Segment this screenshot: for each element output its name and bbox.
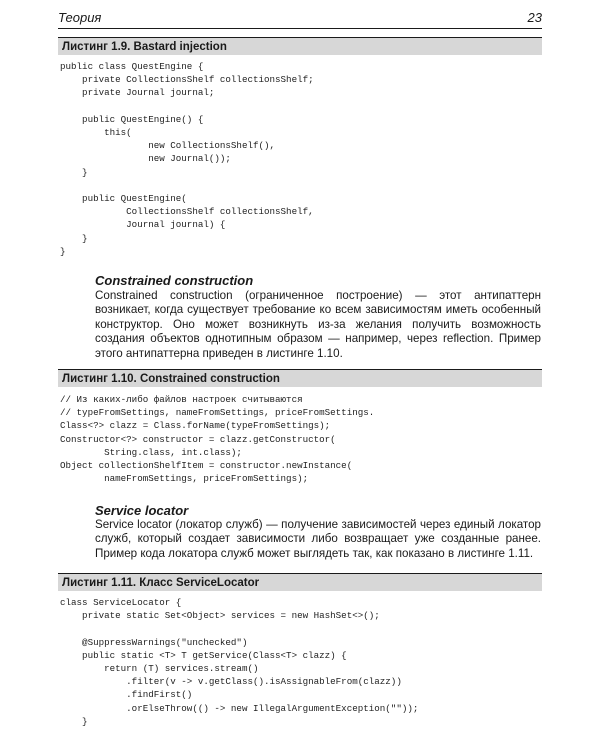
listing-1-11-code: class ServiceLocator { private static Set<Object> services = new HashSet<>(); @SuppressWarnings("unchecked") public static <T> T getService(Class<T> clazz) { return (T) services.stream() .filter(v -> v.getClass().isAssignableFrom(clazz)) .findFirst() .orElseThrow(() -> new IllegalArgumentException("")); } [60, 597, 419, 727]
listing-1-10-title: Листинг 1.10. Constrained construction [58, 369, 542, 387]
page-header [58, 8, 542, 29]
service-locator-paragraph: Service locator (локатор служб) — получение зависимостей через единый локатор служб, который создает зависимости либо возвращает уже созданные ранее. Пример кода локатора служб может выглядеть так, как показано в листинге 1.11. [95, 518, 541, 560]
service-locator-heading: Service locator [95, 503, 189, 518]
constrained-construction-paragraph: Constrained construction (ограниченное построение) — этот антипаттерн возникает, когда существует требование ко всем зависимостям иметь особенный конструктор. Оно может возникнуть из-за желания получить возможность создания объектов однотипным образом — например, через reflection. Пример этого антипаттерна приведен в листинге 1.10. [95, 289, 541, 360]
listing-1-9-title: Листинг 1.9. Bastard injection [58, 37, 542, 55]
running-head-section: Теория [58, 10, 102, 25]
constrained-construction-heading: Constrained construction [95, 273, 254, 288]
listing-1-9-code: public class QuestEngine { private CollectionsShelf collectionsShelf; private Journal journal; public QuestEngine() { this( new CollectionsShelf(), new Journal()); } public QuestEngine( CollectionsShelf collectionsShelf, Journal journal) { } } [60, 61, 314, 257]
page-number: 23 [527, 10, 542, 25]
listing-1-10-code: // Из каких-либо файлов настроек считываются // typeFromSettings, nameFromSettings, priceFromSettings. Class<?> clazz = Class.forName(typeFromSettings); Constructor<?> constructor = clazz.getConstructor( String.class, int.class); Object collectionShelfItem = constructor.newInstance( nameFromSettings, priceFromSettings); [60, 394, 375, 485]
listing-1-11-title: Листинг 1.11. Класс ServiceLocator [58, 573, 542, 591]
